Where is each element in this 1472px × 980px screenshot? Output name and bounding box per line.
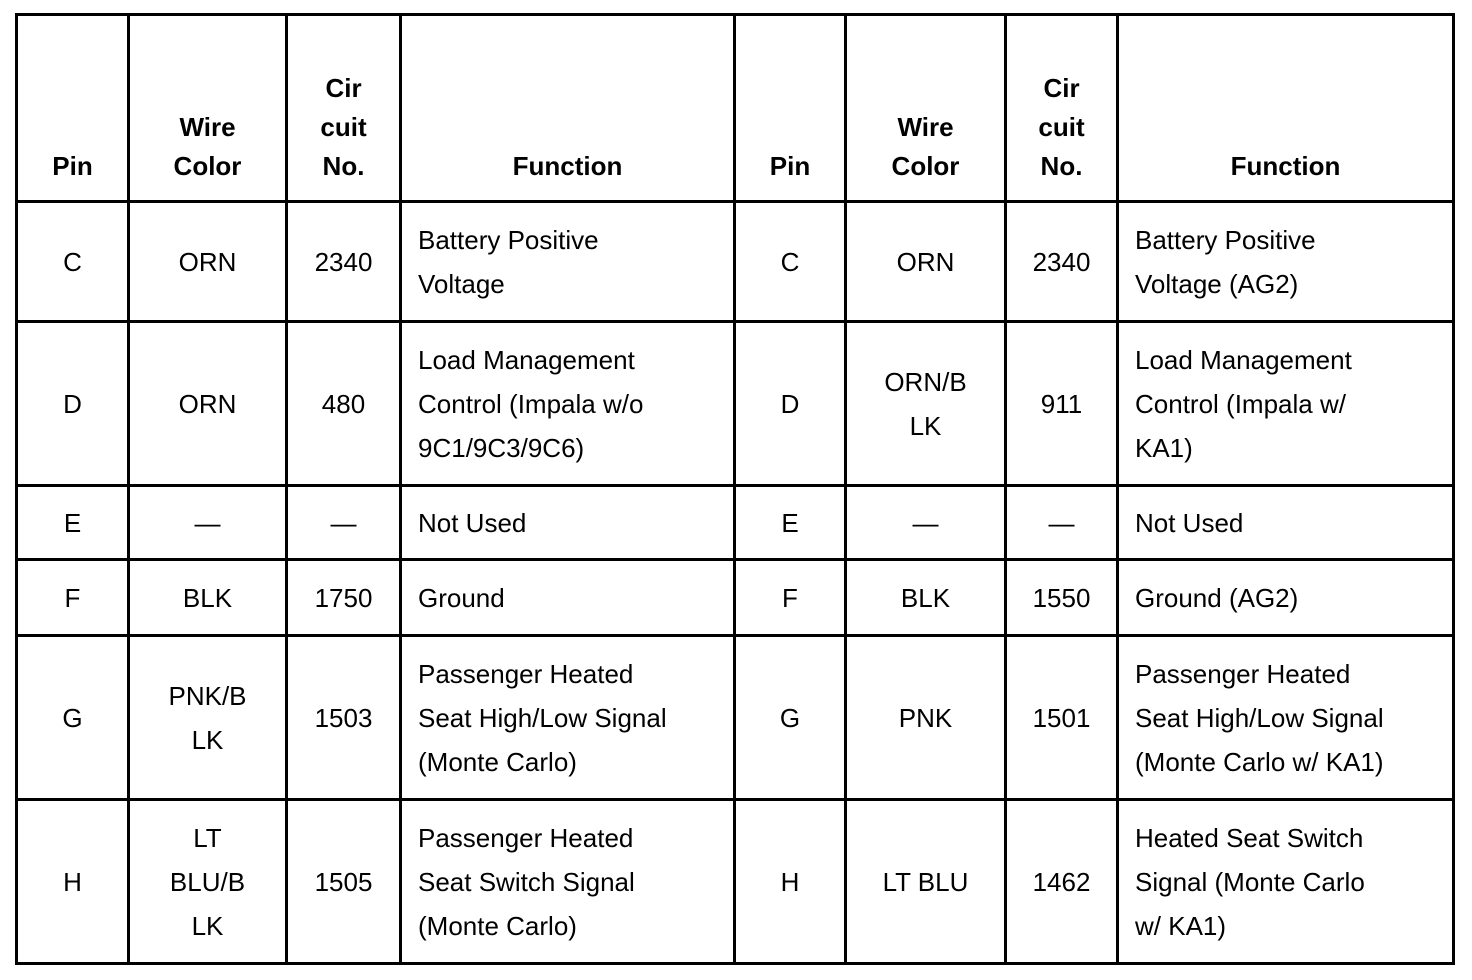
header-wire-color-left: Wire Color <box>129 15 287 202</box>
function-cell-left: Not Used <box>401 486 735 560</box>
circuit-no-cell-right: — <box>1006 486 1118 560</box>
wire-color-cell-right: BLK <box>846 560 1006 636</box>
table-row <box>17 486 1454 560</box>
function-cell-right: Passenger Heated Seat High/Low Signal (Monte Carlo w/ KA1) <box>1118 636 1454 800</box>
table-row <box>17 202 1454 322</box>
circuit-no-cell-left: 1505 <box>287 800 401 964</box>
pin-cell-left: G <box>17 636 129 800</box>
pin-cell-right: D <box>735 322 846 486</box>
function-cell-right: Load Management Control (Impala w/ KA1) <box>1118 322 1454 486</box>
header-pin-left: Pin <box>17 15 129 202</box>
header-function-left: Function <box>401 15 735 202</box>
function-cell-left: Battery Positive Voltage <box>401 202 735 322</box>
pin-cell-left: C <box>17 202 129 322</box>
header-wire-color-right: Wire Color <box>846 15 1006 202</box>
header-row <box>17 15 1454 202</box>
connector-pinout-table <box>15 13 1455 965</box>
circuit-no-cell-left: 480 <box>287 322 401 486</box>
table-row <box>17 560 1454 636</box>
wire-color-cell-left: PNK/B LK <box>129 636 287 800</box>
circuit-no-cell-left: 2340 <box>287 202 401 322</box>
header-function-right: Function <box>1118 15 1454 202</box>
header-circuit-no-left: Cir cuit No. <box>287 15 401 202</box>
function-cell-right: Not Used <box>1118 486 1454 560</box>
pin-cell-left: D <box>17 322 129 486</box>
circuit-no-cell-right: 1501 <box>1006 636 1118 800</box>
circuit-no-cell-right: 1550 <box>1006 560 1118 636</box>
pin-cell-right: C <box>735 202 846 322</box>
function-cell-left: Ground <box>401 560 735 636</box>
circuit-no-cell-left: 1750 <box>287 560 401 636</box>
pin-cell-right: F <box>735 560 846 636</box>
header-pin-right: Pin <box>735 15 846 202</box>
pin-cell-right: H <box>735 800 846 964</box>
circuit-no-cell-left: — <box>287 486 401 560</box>
wire-color-cell-left: — <box>129 486 287 560</box>
pin-cell-right: G <box>735 636 846 800</box>
wire-color-cell-left: BLK <box>129 560 287 636</box>
function-cell-left: Load Management Control (Impala w/o 9C1/9C3/9C6) <box>401 322 735 486</box>
pin-cell-left: H <box>17 800 129 964</box>
wire-color-cell-right: ORN <box>846 202 1006 322</box>
function-cell-left: Passenger Heated Seat High/Low Signal (Monte Carlo) <box>401 636 735 800</box>
function-cell-right: Heated Seat Switch Signal (Monte Carlo w/ KA1) <box>1118 800 1454 964</box>
function-cell-right: Ground (AG2) <box>1118 560 1454 636</box>
function-cell-right: Battery Positive Voltage (AG2) <box>1118 202 1454 322</box>
wire-color-cell-right: ORN/B LK <box>846 322 1006 486</box>
table-body <box>17 202 1454 964</box>
header-circuit-no-right: Cir cuit No. <box>1006 15 1118 202</box>
wire-color-cell-right: — <box>846 486 1006 560</box>
wire-color-cell-left: ORN <box>129 202 287 322</box>
wire-color-cell-left: ORN <box>129 322 287 486</box>
pin-cell-left: E <box>17 486 129 560</box>
circuit-no-cell-right: 911 <box>1006 322 1118 486</box>
table-row <box>17 800 1454 964</box>
wire-color-cell-left: LT BLU/B LK <box>129 800 287 964</box>
circuit-no-cell-left: 1503 <box>287 636 401 800</box>
pin-cell-left: F <box>17 560 129 636</box>
pin-cell-right: E <box>735 486 846 560</box>
function-cell-left: Passenger Heated Seat Switch Signal (Monte Carlo) <box>401 800 735 964</box>
circuit-no-cell-right: 1462 <box>1006 800 1118 964</box>
table-row <box>17 322 1454 486</box>
wire-color-cell-right: LT BLU <box>846 800 1006 964</box>
circuit-no-cell-right: 2340 <box>1006 202 1118 322</box>
table-row <box>17 636 1454 800</box>
wire-color-cell-right: PNK <box>846 636 1006 800</box>
